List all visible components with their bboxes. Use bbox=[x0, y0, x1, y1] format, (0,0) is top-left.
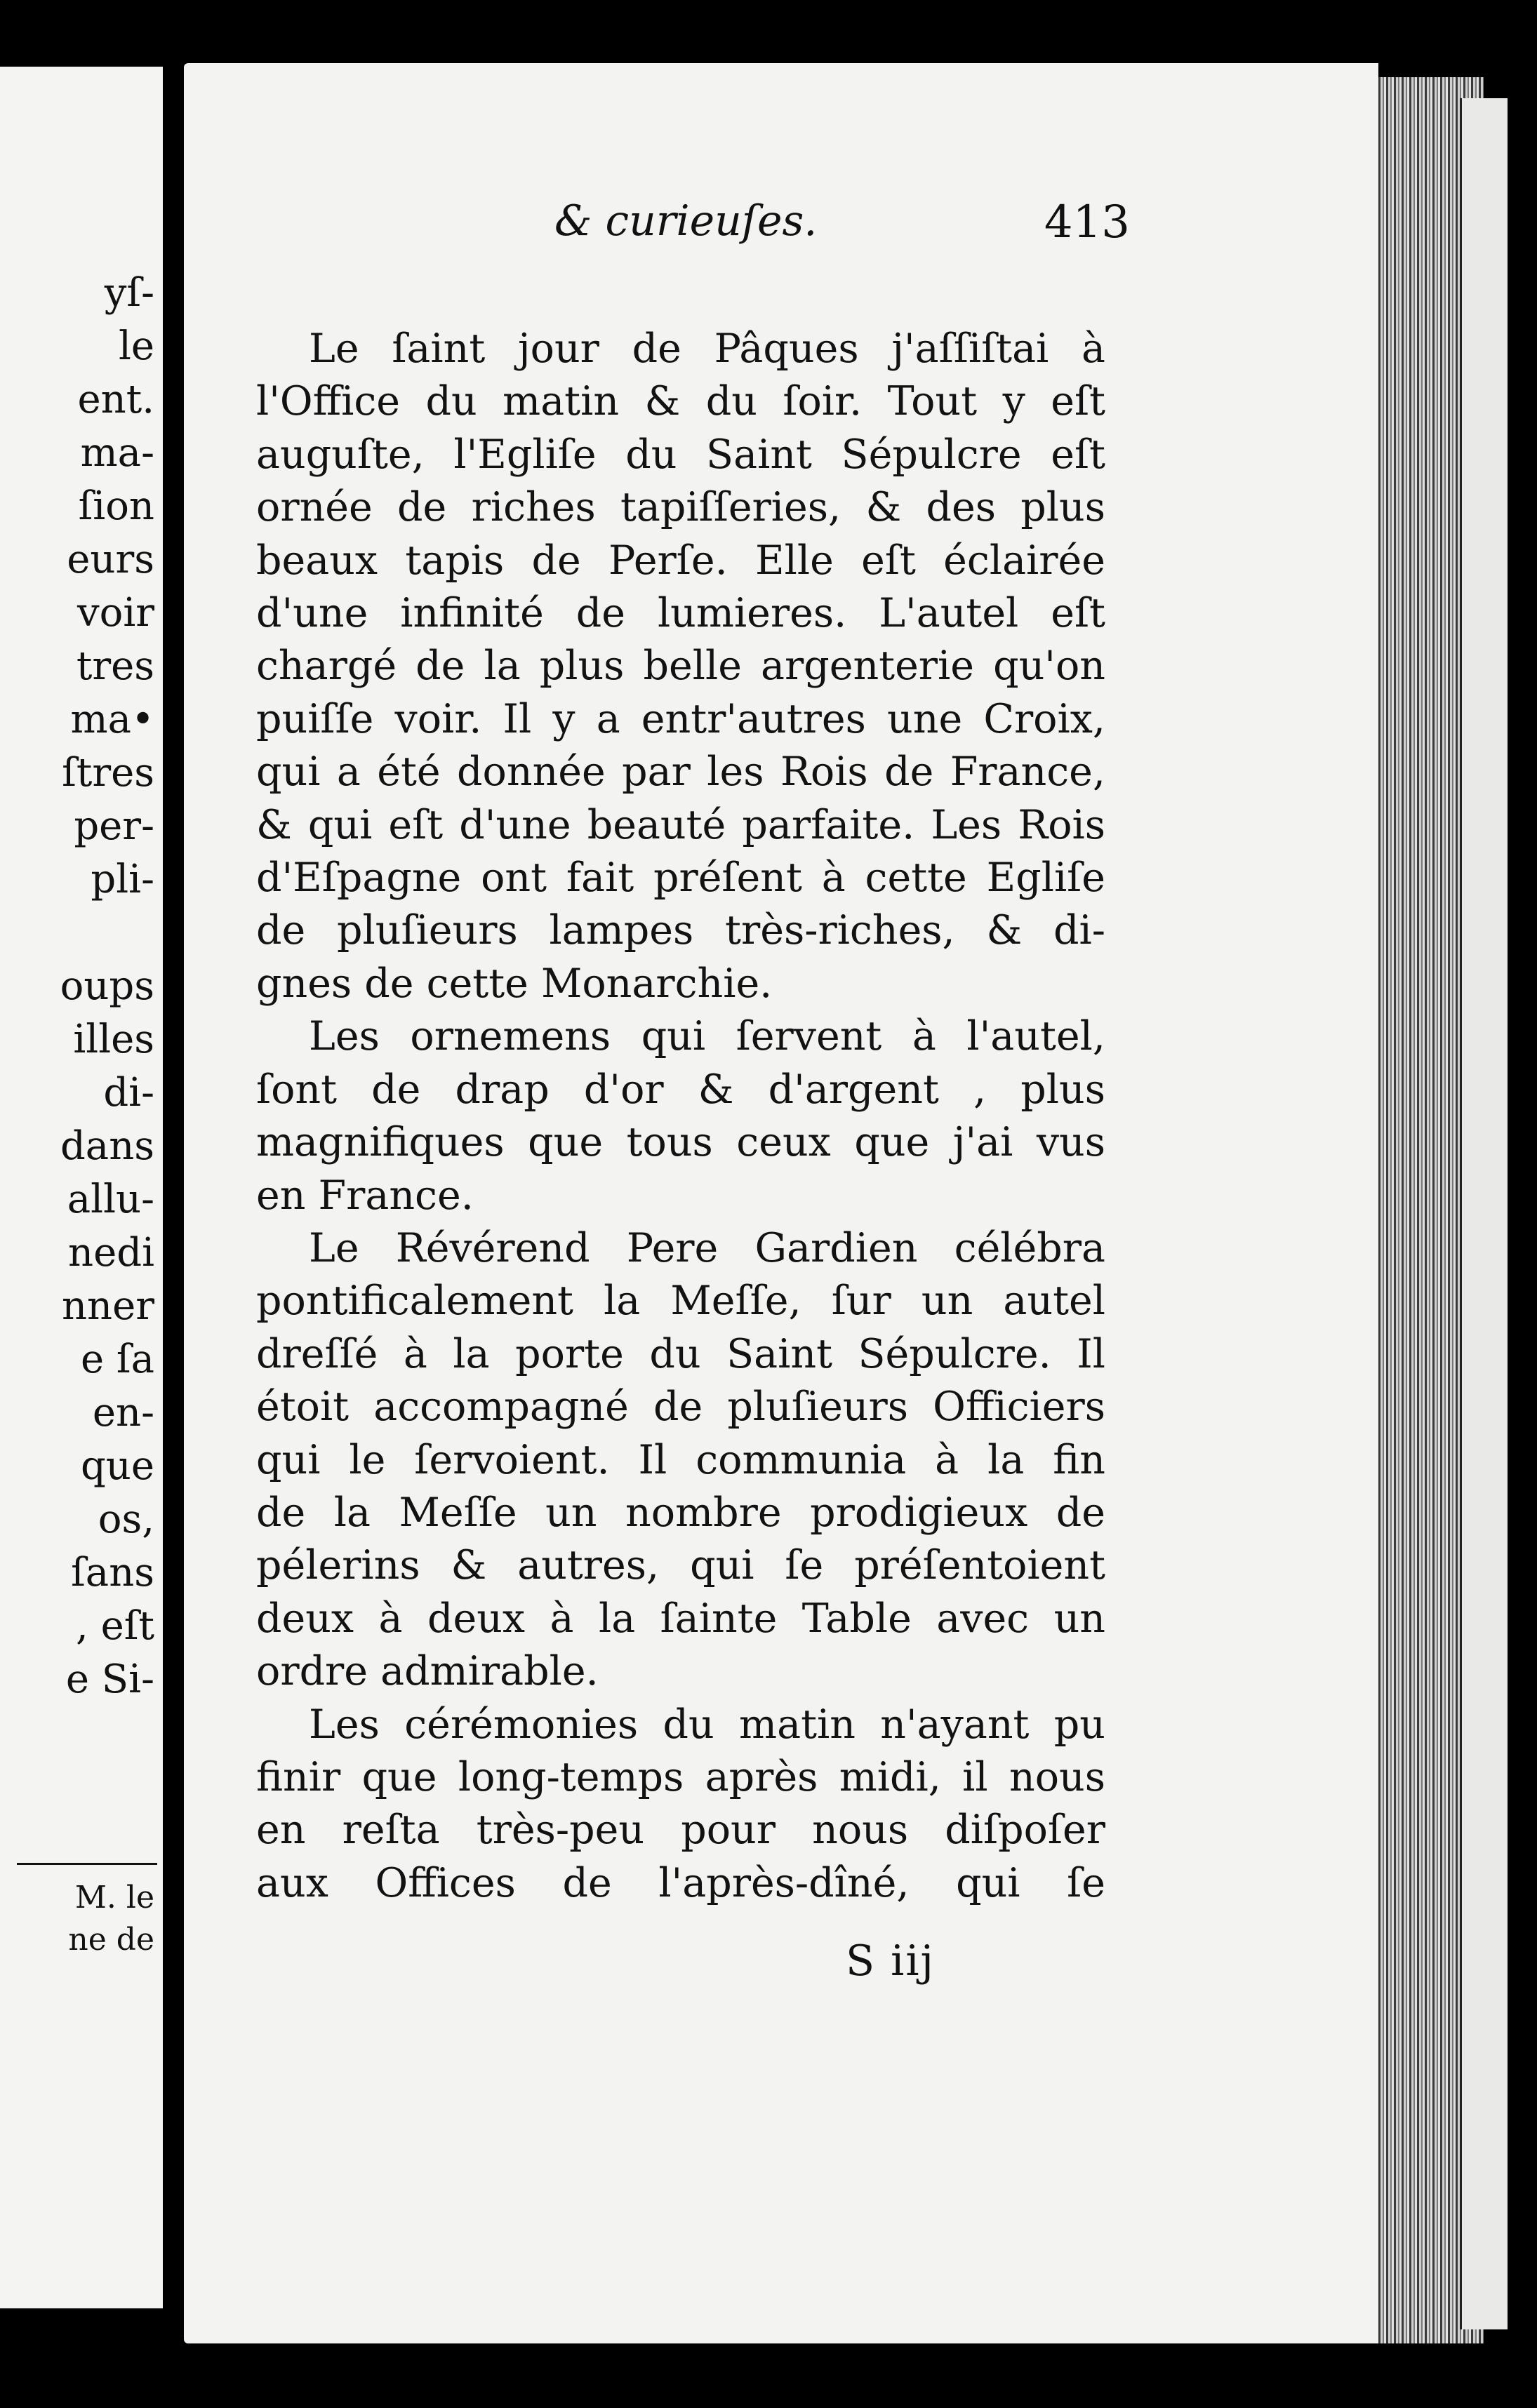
text-line: l'Office du matin & du ſoir. Tout y eſt bbox=[256, 378, 1105, 425]
text-line: magnifiques que tous ceux que j'ai vus bbox=[256, 1119, 1105, 1166]
text-line: finir que long-temps après midi, il nous bbox=[256, 1753, 1105, 1800]
text-line: chargé de la plus belle argenterie qu'on bbox=[256, 643, 1105, 690]
text-line: qui le ſervoient. Il communia à la fin bbox=[256, 1436, 1105, 1483]
page-body-text bbox=[256, 323, 1105, 1910]
left-line: le bbox=[118, 323, 154, 369]
footnote-line: M. le bbox=[74, 1880, 154, 1915]
left-line: , eſt bbox=[76, 1603, 154, 1649]
text-line: pélerins & autres, qui ſe préſentoient bbox=[256, 1542, 1105, 1589]
left-line: os, bbox=[98, 1497, 154, 1542]
text-line: puiſſe voir. Il y a entr'autres une Croix, bbox=[256, 695, 1105, 742]
left-line bbox=[60, 907, 154, 960]
left-line: que bbox=[80, 1443, 154, 1489]
left-line: ma- bbox=[80, 430, 154, 476]
left-line: nedi bbox=[68, 1230, 154, 1276]
left-line: yſ- bbox=[104, 270, 154, 316]
text-line: ornée de riches tapiſſeries, & des plus bbox=[256, 484, 1105, 531]
text-line: d'une infinité de lumieres. L'autel eſt bbox=[256, 590, 1105, 637]
left-line: e Si- bbox=[65, 1657, 154, 1702]
left-line: di- bbox=[103, 1070, 154, 1116]
running-head: & curieuſes. bbox=[554, 196, 818, 246]
left-line: allu- bbox=[67, 1177, 154, 1222]
left-line: en- bbox=[92, 1390, 154, 1436]
text-line: auguſte, l'Egliſe du Saint Sépulcre eſt bbox=[256, 431, 1105, 478]
left-line: pli- bbox=[91, 857, 154, 902]
previous-page bbox=[0, 67, 163, 2308]
text-line: gnes de cette Monarchie. bbox=[256, 960, 773, 1007]
left-line: ſtres bbox=[62, 750, 154, 796]
text-line: & qui eſt d'une beauté parfaite. Les Rois bbox=[256, 801, 1105, 848]
text-line: ſont de drap d'or & d'argent , plus bbox=[256, 1066, 1105, 1113]
left-line: ent. bbox=[77, 377, 154, 422]
left-line: voir bbox=[76, 590, 154, 636]
text-line: ordre admirable. bbox=[256, 1648, 599, 1695]
text-line: dreſſé à la porte du Saint Sépulcre. Il bbox=[256, 1330, 1105, 1377]
left-line: tres bbox=[76, 643, 154, 689]
left-line: ſans bbox=[71, 1550, 154, 1596]
text-line: étoit accompagné de pluſieurs Officiers bbox=[256, 1384, 1105, 1431]
left-line: ma• bbox=[70, 697, 154, 742]
text-line: en reſta très-peu pour nous diſpoſer bbox=[256, 1807, 1105, 1854]
footnote-line: ne de bbox=[68, 1922, 154, 1958]
text-line: d'Eſpagne ont fait préſent à cette Egliſe bbox=[256, 855, 1105, 902]
text-line: qui a été donnée par les Rois de France, bbox=[256, 749, 1105, 796]
page-header bbox=[351, 182, 1130, 267]
text-line: Les cérémonies du matin n'ayant pu bbox=[309, 1701, 1105, 1748]
left-line: eurs bbox=[67, 537, 154, 582]
previous-page-text bbox=[60, 267, 154, 1706]
left-line: e ſa bbox=[80, 1337, 154, 1382]
text-line: de la Meſſe un nombre prodigieux de bbox=[256, 1489, 1105, 1536]
previous-page-footnote bbox=[68, 1877, 154, 1961]
signature-mark: S iij bbox=[846, 1937, 936, 1986]
text-line: en France. bbox=[256, 1172, 474, 1219]
text-line: de pluſieurs lampes très-riches, & di- bbox=[256, 907, 1105, 954]
text-line: Le ſaint jour de Pâques j'aſſiſtai à bbox=[309, 326, 1105, 372]
left-line: per- bbox=[74, 803, 154, 849]
page-number: 413 bbox=[1044, 196, 1130, 248]
text-line: deux à deux à la ſainte Table avec un bbox=[256, 1595, 1105, 1642]
left-line: ſion bbox=[78, 483, 154, 529]
left-line: illes bbox=[73, 1017, 154, 1062]
footnote-rule bbox=[17, 1863, 157, 1865]
text-line: pontificalement la Meſſe, ſur un autel bbox=[256, 1278, 1105, 1325]
left-line: oups bbox=[60, 963, 154, 1009]
text-line: Les ornemens qui ſervent à l'autel, bbox=[309, 1013, 1105, 1060]
text-line: beaux tapis de Perſe. Elle eſt éclairée bbox=[256, 537, 1105, 584]
left-line: nner bbox=[61, 1283, 154, 1329]
page-edge bbox=[1460, 98, 1508, 2329]
text-line: aux Offices de l'après-dîné, qui ſe bbox=[256, 1859, 1105, 1906]
left-line: dans bbox=[60, 1123, 154, 1169]
book-gutter bbox=[163, 63, 184, 2315]
text-line: Le Révérend Pere Gardien célébra bbox=[309, 1224, 1105, 1271]
